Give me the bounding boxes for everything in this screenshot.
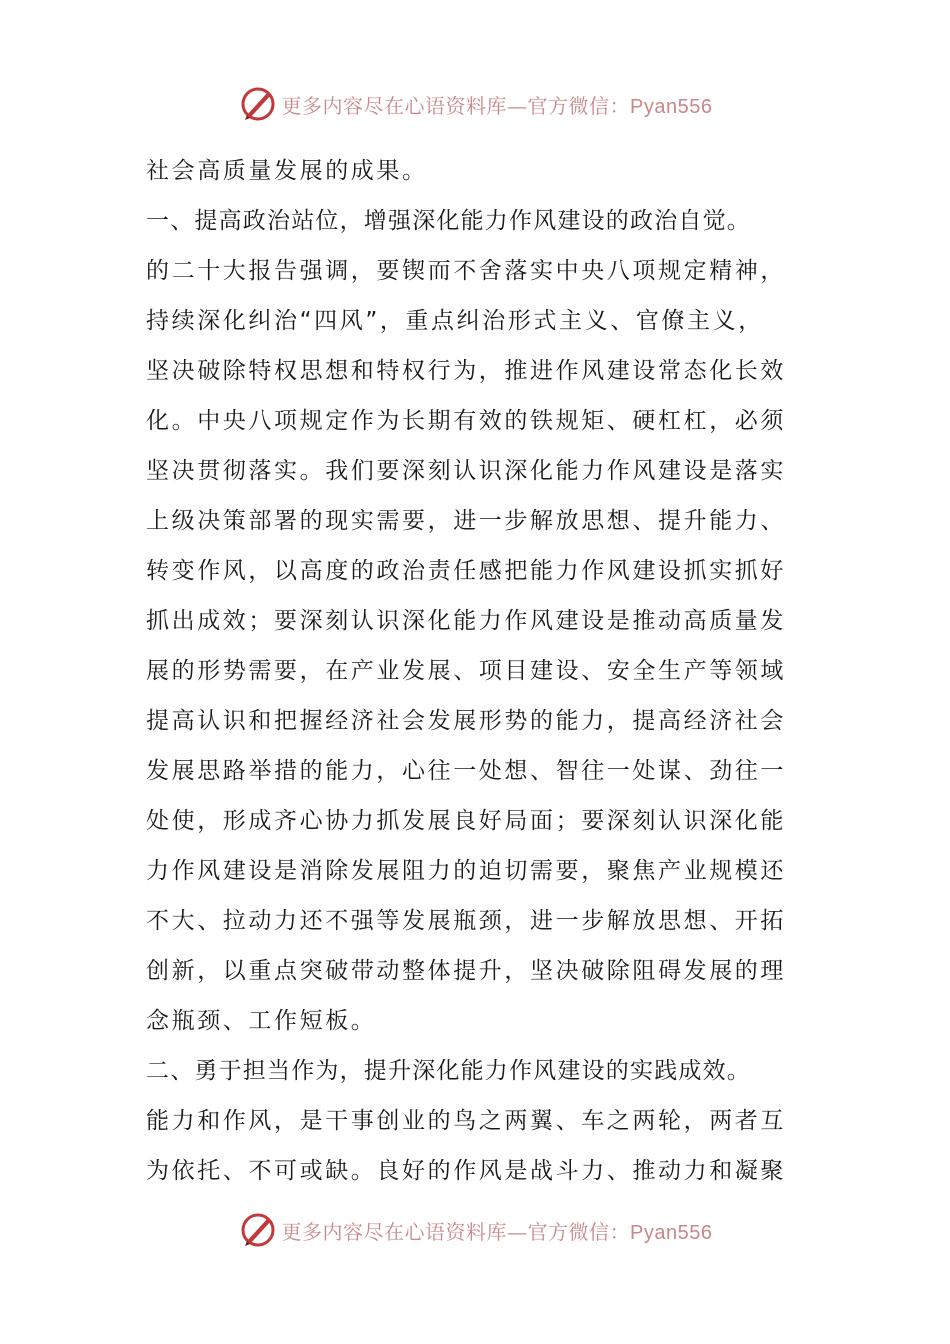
watermark-text: 更多内容尽在心语资料库—官方微信：Pyan556 bbox=[281, 93, 713, 118]
pen-logo-icon bbox=[238, 1210, 278, 1250]
footer-watermark bbox=[0, 1208, 950, 1252]
body-text-line: 化。中央八项规定作为长期有效的铁规矩、硬杠杠，必须 bbox=[146, 408, 786, 434]
section-heading-line: 一、提高政治站位，增强深化能力作风建设的政治自觉。 bbox=[146, 208, 751, 234]
header-watermark bbox=[0, 82, 950, 126]
body-text-line: 坚决破除特权思想和特权行为，推进作风建设常态化长效 bbox=[146, 358, 786, 384]
body-text-line: 上级决策部署的现实需要，进一步解放思想、提升能力、 bbox=[146, 508, 786, 534]
body-text-line: 力作风建设是消除发展阻力的迫切需要，聚焦产业规模还 bbox=[146, 858, 786, 884]
document-body bbox=[146, 146, 816, 1196]
section-heading-line: 二、勇于担当作为，提升深化能力作风建设的实践成效。 bbox=[146, 1058, 751, 1084]
body-text-line: 创新，以重点突破带动整体提升，坚决破除阻碍发展的理 bbox=[146, 958, 786, 984]
body-text-line: 展的形势需要，在产业发展、项目建设、安全生产等领域 bbox=[146, 658, 786, 684]
body-text-line: 抓出成效；要深刻认识深化能力作风建设是推动高质量发 bbox=[146, 608, 786, 634]
pen-logo-icon bbox=[238, 84, 278, 124]
body-text-line: 坚决贯彻落实。我们要深刻认识深化能力作风建设是落实 bbox=[146, 458, 786, 484]
body-text-line: 转变作风，以高度的政治责任感把能力作风建设抓实抓好 bbox=[146, 558, 786, 584]
body-text-line: 持续深化纠治“四风”，重点纠治形式主义、官僚主义， bbox=[146, 308, 764, 334]
body-text-line: 社会高质量发展的成果。 bbox=[146, 158, 428, 184]
body-text-line: 处使，形成齐心协力抓发展良好局面；要深刻认识深化能 bbox=[146, 808, 786, 834]
body-text-line: 为依托、不可或缺。良好的作风是战斗力、推动力和凝聚 bbox=[146, 1158, 786, 1184]
body-text-line: 提高认识和把握经济社会发展形势的能力，提高经济社会 bbox=[146, 708, 786, 734]
body-text-line: 念瓶颈、工作短板。 bbox=[146, 1008, 377, 1034]
body-text-line: 的二十大报告强调，要锲而不舍落实中央八项规定精神， bbox=[146, 258, 786, 284]
body-text-line: 发展思路举措的能力，心往一处想、智往一处谋、劲往一 bbox=[146, 758, 786, 784]
body-text-line: 能力和作风，是干事创业的鸟之两翼、车之两轮，两者互 bbox=[146, 1108, 786, 1134]
body-text-line: 不大、拉动力还不强等发展瓶颈，进一步解放思想、开拓 bbox=[146, 908, 786, 934]
watermark-text: 更多内容尽在心语资料库—官方微信：Pyan556 bbox=[281, 1219, 713, 1244]
